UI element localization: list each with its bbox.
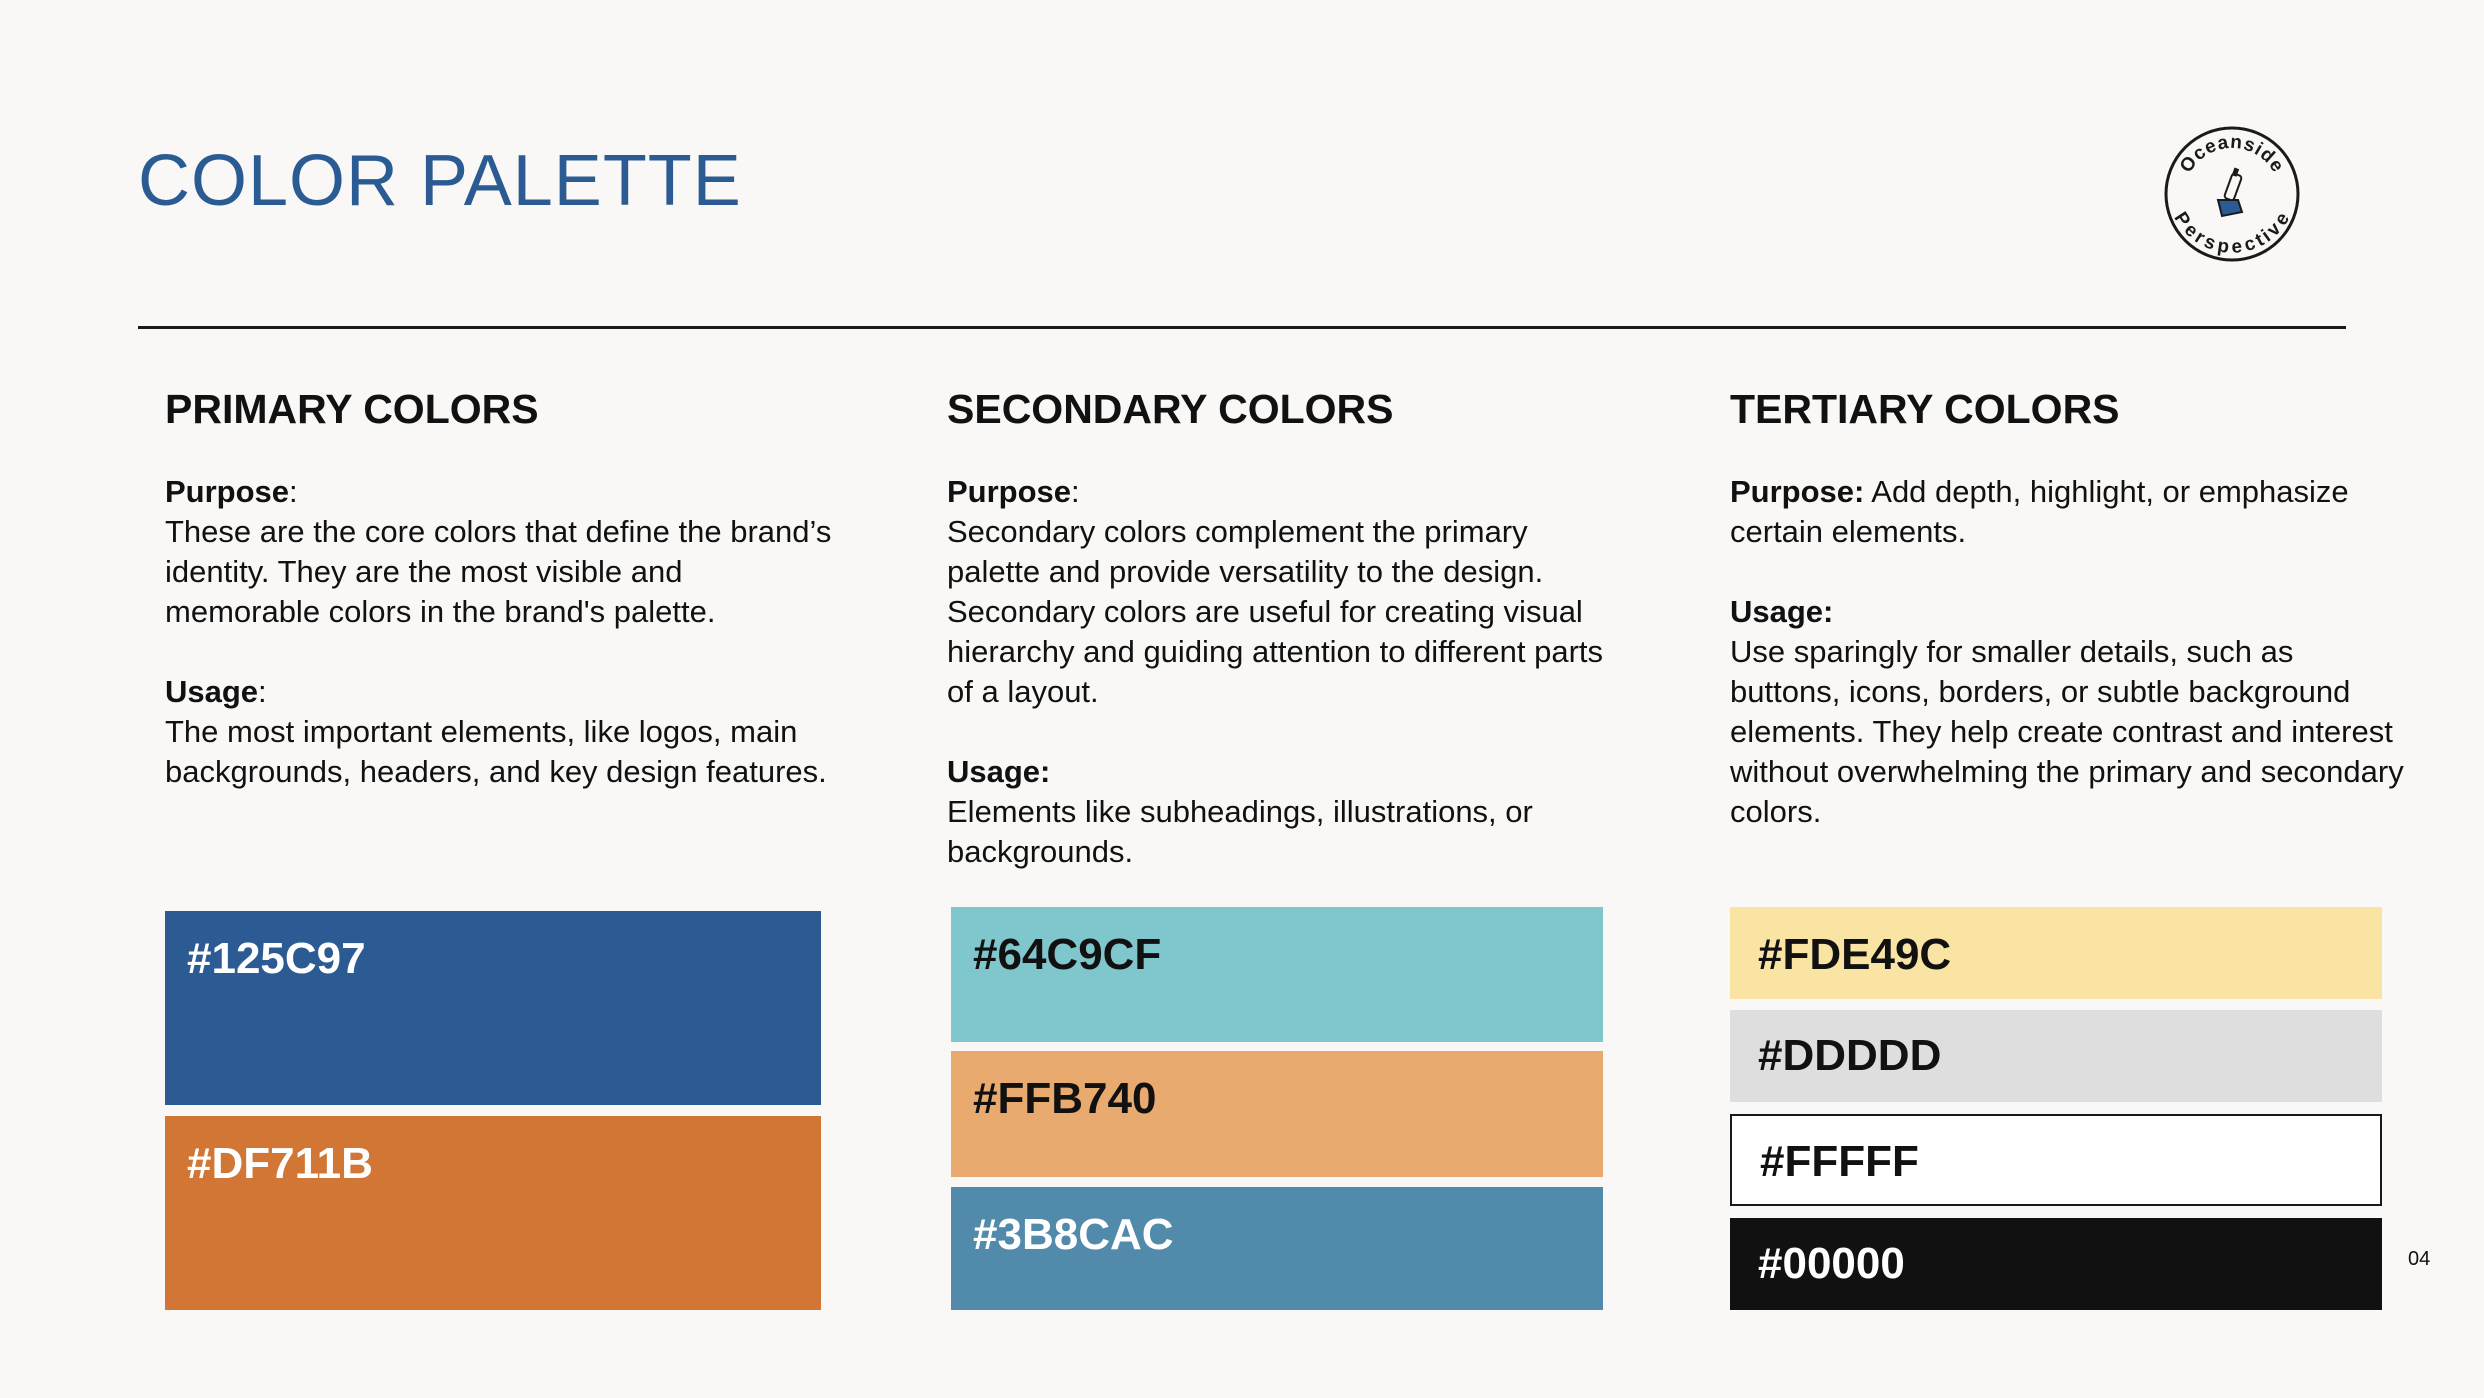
color-swatch-tertiary-1 (1730, 907, 2382, 999)
purpose-separator: : (289, 474, 298, 510)
purpose-label: Purpose (165, 474, 290, 510)
usage-paragraph (165, 672, 845, 792)
svg-text:Perspective: Perspective (2169, 208, 2295, 259)
usage-label: Usage (165, 674, 259, 710)
color-swatch-primary-2 (165, 1116, 821, 1310)
swatch-hex-label: #125C97 (187, 934, 366, 983)
color-swatch-tertiary-2 (1730, 1010, 2382, 1102)
column-heading: SECONDARY COLORS (947, 386, 1394, 432)
purpose-paragraph (1730, 472, 2410, 552)
column-heading: TERTIARY COLORS (1730, 386, 2120, 432)
purpose-paragraph (947, 472, 1627, 712)
primary-colors-column (165, 385, 845, 832)
color-swatch-primary-1 (165, 911, 821, 1105)
swatch-hex-label: #DF711B (187, 1139, 373, 1188)
page-number: 04 (2408, 1248, 2431, 1270)
swatch-hex-label: #00000 (1758, 1239, 1905, 1288)
usage-text: The most important elements, like logos, main backgrounds, headers, and key design features. (165, 714, 827, 790)
purpose-text: These are the core colors that define the brand’s identity. They are the most visible and memorable colors in the brand's palette. (165, 514, 832, 630)
page-title: COLOR PALETTE (138, 141, 742, 221)
color-swatch-secondary-3 (951, 1187, 1603, 1310)
purpose-label: Purpose: (1730, 474, 1865, 510)
svg-text:Oceanside: Oceanside (2175, 131, 2289, 177)
usage-paragraph (947, 752, 1627, 872)
swatch-hex-label: #DDDDD (1758, 1031, 1942, 1080)
usage-text: Elements like subheadings, illustrations, or backgrounds. (947, 794, 1533, 870)
swatch-hex-label: #FFB740 (973, 1074, 1157, 1123)
swatch-hex-label: #3B8CAC (973, 1210, 1174, 1259)
usage-label: Usage: (947, 754, 1051, 790)
purpose-separator: : (1071, 474, 1080, 510)
purpose-paragraph (165, 472, 845, 632)
purpose-text: Secondary colors complement the primary palette and provide versatility to the design. Secondary colors are useful for creating visual hierarchy and guiding attention to different parts of a layout. (947, 514, 1604, 710)
color-swatch-secondary-2 (951, 1051, 1603, 1177)
usage-separator: : (258, 674, 267, 710)
swatch-hex-label: #FFFFF (1760, 1137, 1919, 1186)
usage-label: Usage: (1730, 594, 1834, 630)
color-swatch-secondary-1 (951, 907, 1603, 1042)
purpose-label: Purpose (947, 474, 1072, 510)
header-divider (138, 326, 2346, 329)
usage-paragraph (1730, 592, 2410, 832)
purpose-text: Add depth, highlight, or emphasize certain elements. (1730, 474, 2349, 550)
color-swatch-tertiary-3 (1730, 1114, 2382, 1206)
oceanside-perspective-logo (2162, 124, 2302, 264)
usage-text: Use sparingly for smaller details, such as buttons, icons, borders, or subtle background elements. They help create contrast and interest without overwhelming the primary and secondary colors. (1730, 634, 2404, 830)
logo-badge-icon (2162, 124, 2302, 264)
tertiary-colors-column (1730, 385, 2410, 872)
secondary-colors-column (947, 385, 1627, 912)
column-heading: PRIMARY COLORS (165, 386, 539, 432)
swatch-hex-label: #64C9CF (973, 930, 1162, 979)
swatch-hex-label: #FDE49C (1758, 930, 1952, 979)
color-swatch-tertiary-4 (1730, 1218, 2382, 1310)
